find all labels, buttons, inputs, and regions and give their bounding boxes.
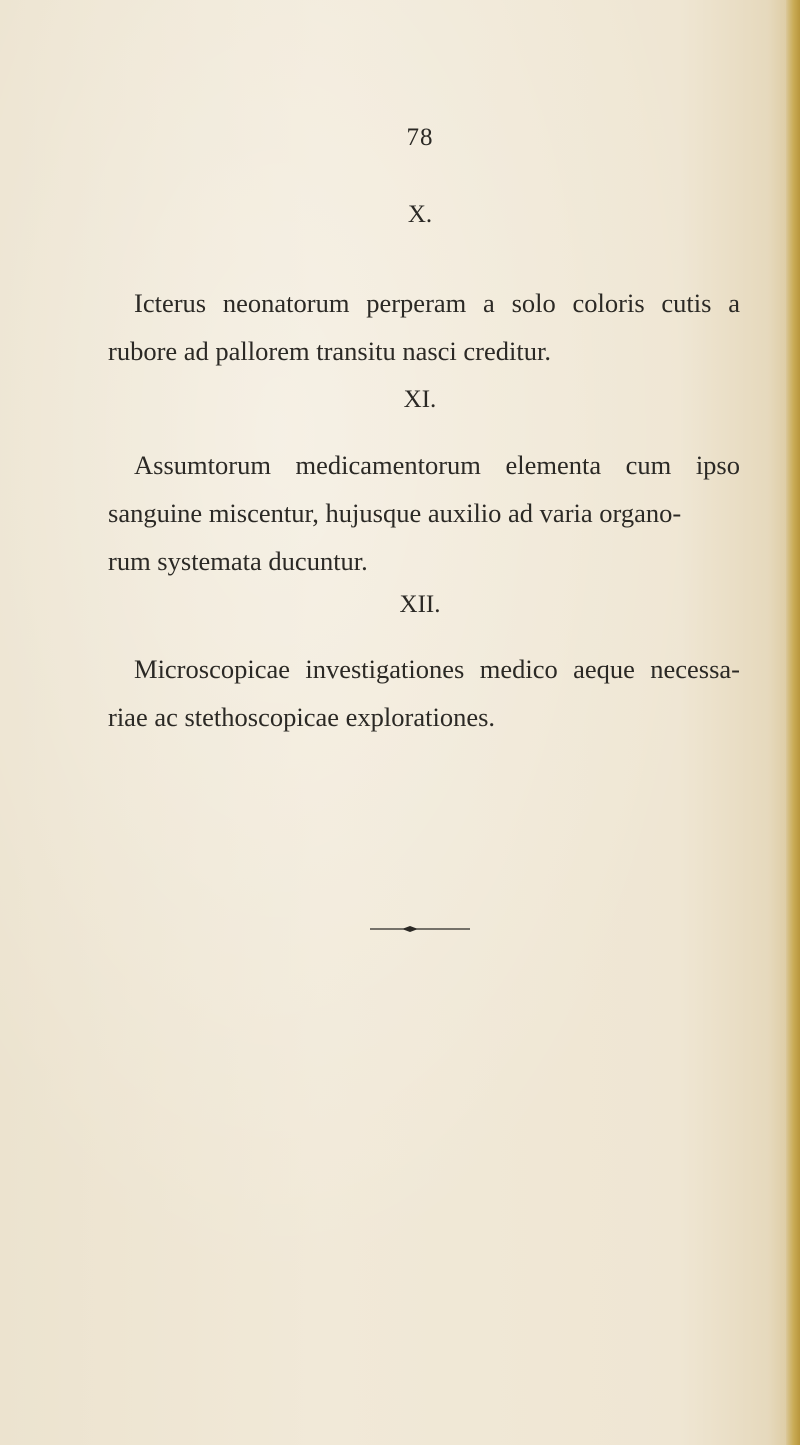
ornamental-rule [370, 925, 470, 933]
section-heading-xii: XII. [399, 591, 441, 618]
paragraph-xi [108, 441, 740, 585]
page-edge-shadow [786, 0, 800, 1445]
paragraph-xi-rest: sanguine miscentur, hujusque auxilio ad varia organo- rum systemata ducuntur. [108, 498, 682, 576]
paragraph-xii [108, 645, 740, 741]
paragraph-xi-first-line: Assumtorum medicamentorum elementa cum ipso [134, 450, 740, 480]
paragraph-x-rest: rubore ad pallorem transitu nasci creditur. [108, 336, 551, 366]
paragraph-x [108, 279, 740, 375]
paragraph-x-first-line: Icterus neonatorum perperam a solo coloris cutis a [134, 288, 740, 318]
paragraph-xii-rest: riae ac stethoscopicae explorationes. [108, 702, 496, 732]
section-heading-x: X. [407, 201, 433, 228]
section-heading-xi: XI. [403, 386, 437, 413]
page-number: 78 [406, 124, 434, 151]
paragraph-xii-first-line: Microscopicae investigationes medico aeque necessa- [134, 654, 740, 684]
